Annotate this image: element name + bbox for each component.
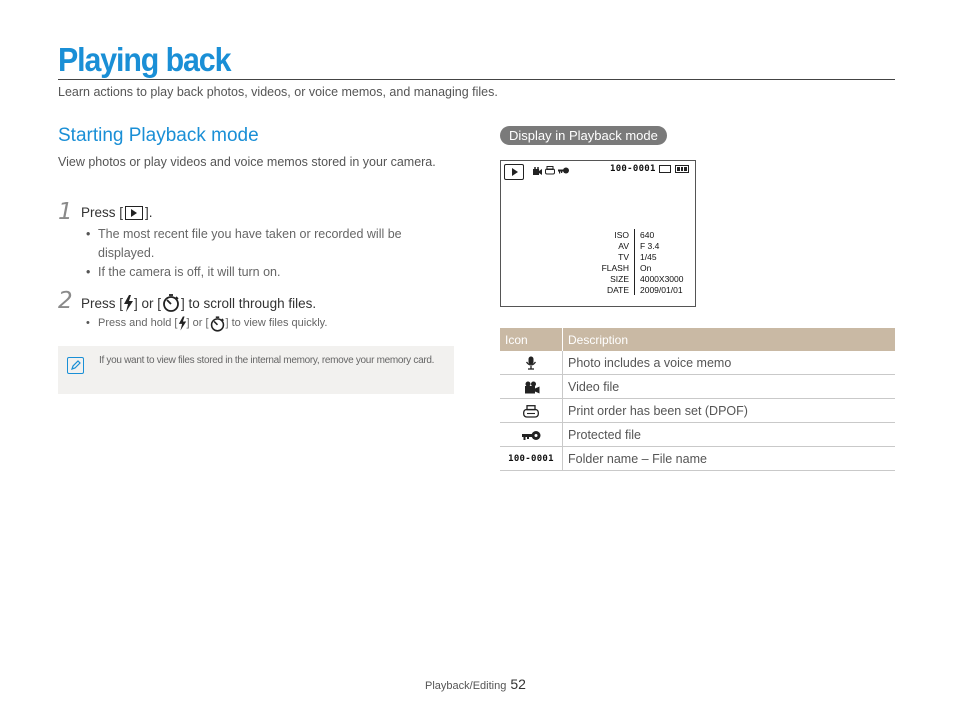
table-row (500, 351, 895, 375)
step-number: 1 (58, 199, 73, 225)
playback-icon (125, 206, 143, 220)
display-label: Display in Playback mode (500, 126, 667, 145)
note-box (58, 346, 454, 394)
page-number: 52 (510, 676, 526, 692)
flash-icon (123, 295, 134, 312)
print-order-icon (523, 405, 539, 418)
info-row: DATE 2009/01/01 (606, 284, 683, 295)
status-icons (533, 166, 569, 175)
battery-icon (675, 165, 689, 173)
info-row: FLASH On (601, 262, 652, 273)
note-text: If you want to view files stored in the internal memory, remove your memory card. (99, 355, 435, 366)
page-footer (425, 676, 526, 692)
step-number: 2 (58, 288, 73, 314)
step-2-bullet: • Press and hold [ ] or [ ] to view files quickly. (98, 314, 428, 333)
table-row (500, 375, 895, 399)
timer-icon (209, 316, 226, 332)
page-title: Playing back (58, 41, 231, 78)
column-header-icon: Icon (500, 328, 563, 351)
step-2-text: Press [ ] or [ ] to scroll through files. (81, 295, 317, 311)
flash-icon (178, 316, 187, 331)
video-file-icon (533, 167, 542, 175)
playback-mode-icon (504, 164, 524, 180)
voice-memo-icon (525, 356, 537, 370)
video-file-icon (523, 381, 540, 394)
protected-key-icon (522, 430, 541, 441)
info-row: SIZE 4000X3000 (610, 273, 684, 284)
shooting-info (501, 229, 697, 295)
step-1-text: Press [ ]. (81, 205, 153, 220)
note-pencil-icon (67, 357, 84, 374)
icon-description: Protected file (563, 423, 896, 447)
folder-file-number: 100-0001 (508, 454, 554, 465)
page-intro: Learn actions to play back photos, videos, or voice memos, and managing files. (58, 85, 498, 99)
icon-description: Video file (563, 375, 896, 399)
section-description: View photos or play videos and voice memos stored in your camera. (58, 155, 436, 169)
info-row: ISO 640 (614, 229, 655, 240)
info-row: TV 1/45 (618, 251, 657, 262)
folder-file-number: 100-0001 (610, 164, 656, 174)
table-header-row (500, 328, 895, 351)
table-row (500, 423, 895, 447)
memory-battery-status (659, 165, 689, 173)
protected-key-icon (558, 167, 569, 174)
timer-icon (161, 294, 181, 312)
icon-description: Photo includes a voice memo (563, 351, 896, 375)
print-order-icon (545, 166, 555, 175)
icon-description: Folder name – File name (563, 447, 896, 471)
table-row (500, 399, 895, 423)
footer-section: Playback/Editing (425, 680, 507, 692)
section-title: Starting Playback mode (58, 125, 259, 146)
step-1-bullet-1: • The most recent file you have taken or recorded will be displayed. (98, 225, 428, 263)
memory-icon (659, 165, 671, 173)
icon-description: Print order has been set (DPOF) (563, 399, 896, 423)
icon-table (500, 328, 895, 471)
step-1-bullet-2: • If the camera is off, it will turn on. (98, 263, 428, 282)
table-row (500, 447, 895, 471)
info-row: AV F 3.4 (618, 240, 660, 251)
column-header-description: Description (563, 328, 896, 351)
title-divider (58, 79, 895, 80)
playback-display (500, 160, 696, 307)
